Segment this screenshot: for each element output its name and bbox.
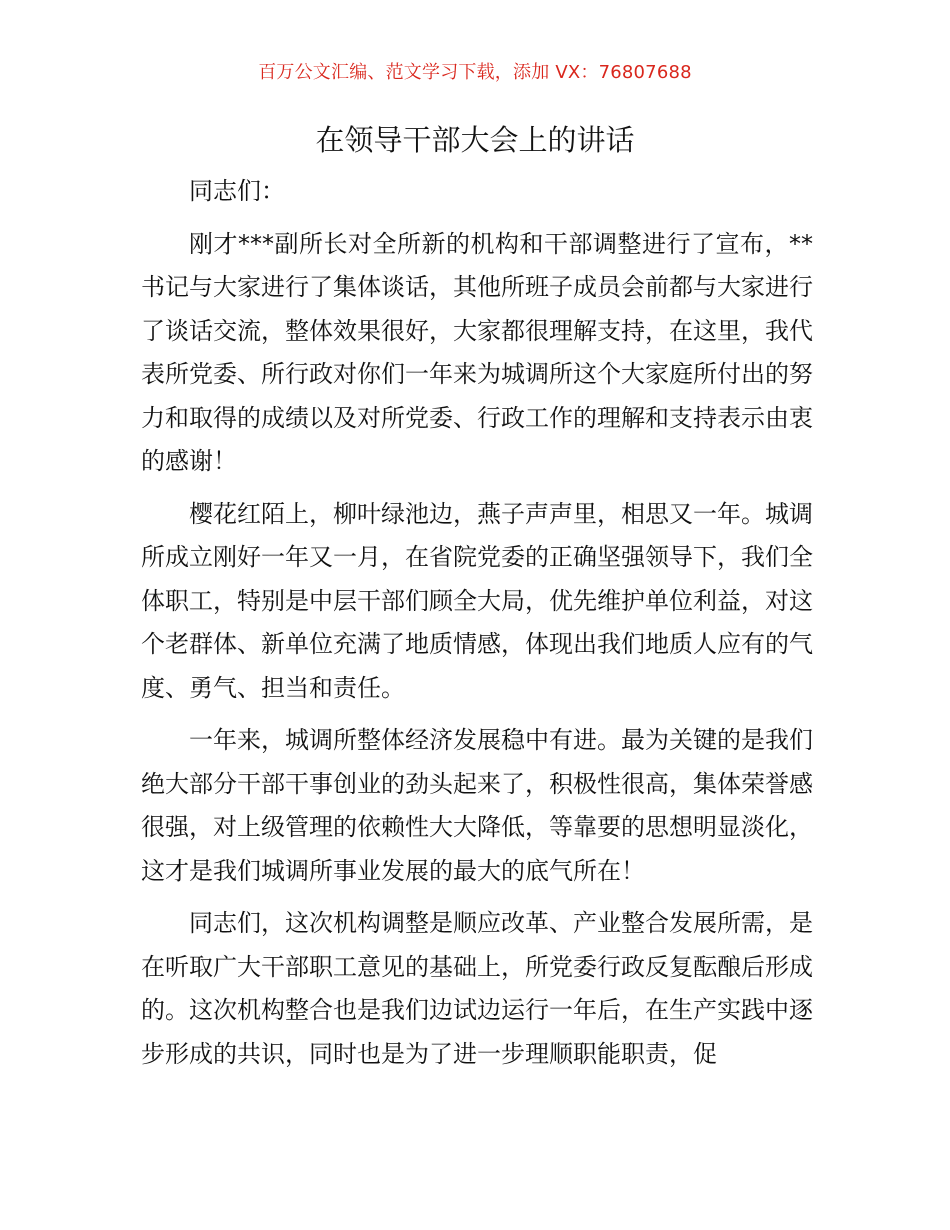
paragraph-2: 樱花红陌上，柳叶绿池边，燕子声声里，相思又一年。城调所成立刚好一年又一月，在省院党委的正确坚强领导下，我们全体职工，特别是中层干部们顾全大局，优先维护单位利益，对这个老群体、新单位充满了地质情感，体现出我们地质人应有的气度、勇气、担当和责任。 <box>141 499 813 702</box>
salutation: 同志们： <box>189 177 285 205</box>
paragraph-1: 刚才***副所长对全所新的机构和干部调整进行了宣布，**书记与大家进行了集体谈话，其他所班子成员会前都与大家进行了谈话交流，整体效果很好，大家都很理解支持，在这里，我代表所党委、所行政对你们一年来为城调所这个大家庭所付出的努力和取得的成绩以及对所党委、行政工作的理解和支持表示由衷的感谢！ <box>141 229 813 475</box>
document-title: 在领导干部大会上的讲话 <box>315 123 635 157</box>
paragraph-3: 一年来，城调所整体经济发展稳中有进。最为关键的是我们绝大部分干部干事创业的劲头起来了，积极性很高，集体荣誉感很强，对上级管理的依赖性大大降低，等靠要的思想明显淡化，这才是我们城调所事业发展的最大的底气所在！ <box>141 726 813 885</box>
document-body <box>141 170 813 1085</box>
header-watermark: 百万公文汇编、范文学习下载，添加 VX：76807688 <box>258 62 692 83</box>
paragraph-4: 同志们，这次机构调整是顺应改革、产业整合发展所需，是在听取广大干部职工意见的基础上，所党委行政反复酝酿后形成的。这次机构整合也是我们边试边运行一年后，在生产实践中逐步形成的共识，同时也是为了进一步理顺职能职责，促 <box>141 909 813 1068</box>
